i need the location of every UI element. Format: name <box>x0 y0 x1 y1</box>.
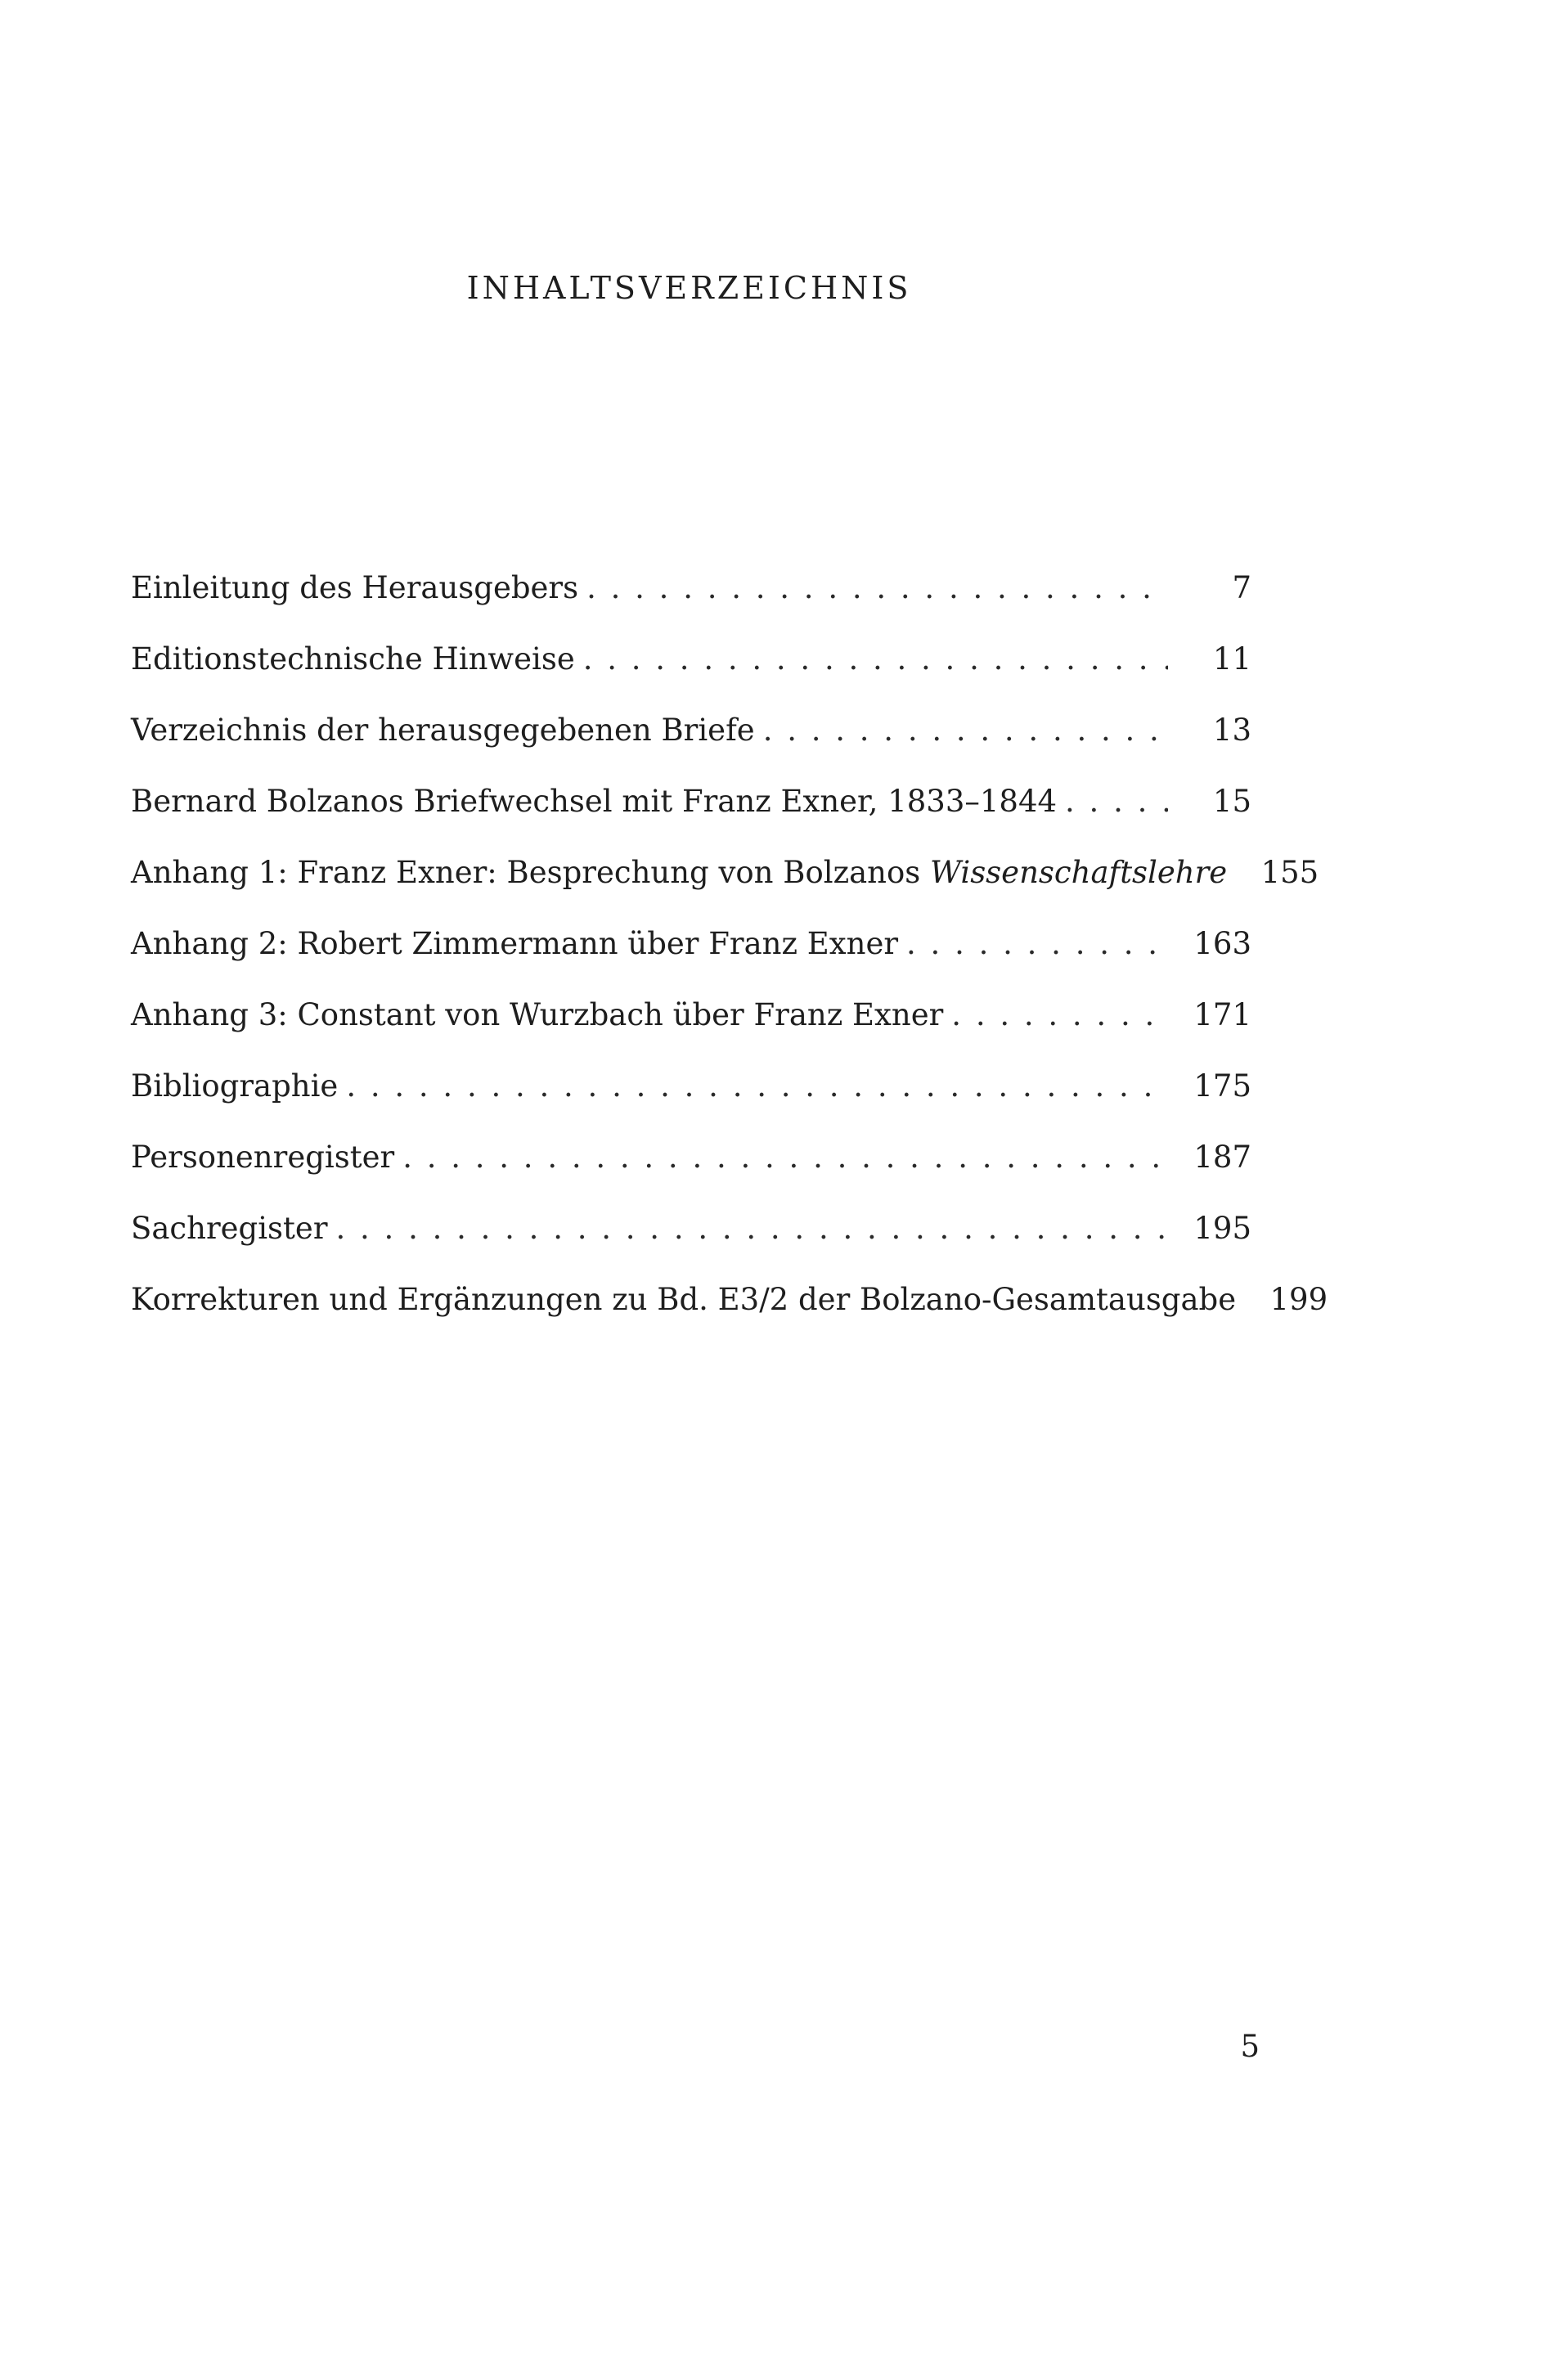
toc-entry-label: Personenregister <box>131 1140 395 1175</box>
toc-entry-editionstechnische-hinweise[interactable] <box>131 641 1251 715</box>
dot-leader <box>583 644 1168 674</box>
toc-entry-bibliographie[interactable] <box>131 1068 1251 1142</box>
dot-leader <box>402 1142 1168 1172</box>
toc-entry-page: 11 <box>1212 641 1251 677</box>
toc-entry-verzeichnis-briefe[interactable] <box>131 715 1251 786</box>
toc-entry-label: Einleitung des Herausgebers <box>131 570 579 605</box>
toc-entry-page: 155 <box>1260 855 1319 890</box>
toc-entry-page: 13 <box>1212 713 1251 748</box>
toc-entry-page: 15 <box>1212 784 1251 819</box>
toc-entry-einleitung[interactable] <box>131 570 1251 644</box>
page-title: INHALTSVERZEICHNIS <box>466 270 912 306</box>
toc-entry-sachregister[interactable] <box>131 1213 1251 1284</box>
toc-entry-label: Bibliographie <box>131 1068 339 1104</box>
toc-entry-page: 199 <box>1269 1282 1328 1317</box>
dot-leader <box>346 1071 1168 1101</box>
toc-entry-label <box>131 857 1227 888</box>
toc-entry-page: 195 <box>1193 1211 1251 1246</box>
dot-leader <box>951 1000 1168 1030</box>
toc-entry-label: Anhang 3: Constant von Wurzbach über Franz Exner <box>131 997 944 1032</box>
dot-leader <box>763 715 1168 745</box>
toc-entry-page: 171 <box>1193 997 1251 1032</box>
toc-entry-page: 163 <box>1193 926 1251 961</box>
toc-entry-personenregister[interactable] <box>131 1142 1251 1213</box>
toc-entry-page: 175 <box>1193 1068 1251 1104</box>
dot-leader <box>336 1213 1169 1243</box>
toc-entry-anhang-3[interactable] <box>131 997 1251 1071</box>
toc-entry-label: Verzeichnis der herausgegebenen Briefe <box>131 713 755 748</box>
toc-entry-label-italic: Wissenschaftslehre <box>929 855 1228 890</box>
toc-entry-label-text: Anhang 1: Franz Exner: Besprechung von Bolzanos <box>131 855 930 890</box>
toc-entry-briefwechsel[interactable] <box>131 786 1251 857</box>
toc-entry-page: 7 <box>1232 570 1251 605</box>
toc-entry-korrekturen[interactable] <box>131 1282 1328 1356</box>
toc-entry-label: Sachregister <box>131 1211 328 1246</box>
toc-entry-label: Anhang 2: Robert Zimmermann über Franz Exner <box>131 926 899 961</box>
toc-entry-anhang-1[interactable] <box>131 855 1319 928</box>
toc-entry-label: Bernard Bolzanos Briefwechsel mit Franz Exner, 1833–1844 <box>131 784 1058 819</box>
dot-leader <box>586 573 1168 603</box>
toc-entry-anhang-2[interactable] <box>131 928 1251 1000</box>
dot-leader <box>1065 786 1168 816</box>
toc-entry-page: 187 <box>1193 1140 1251 1175</box>
toc-entry-label: Editionstechnische Hinweise <box>131 641 575 677</box>
table-of-contents <box>131 570 1328 1356</box>
dot-leader <box>906 928 1168 959</box>
folio-page-number: 5 <box>1240 2029 1260 2064</box>
toc-entry-label: Korrekturen und Ergänzungen zu Bd. E3/2 der Bolzano-Gesamtausgabe <box>131 1282 1237 1317</box>
